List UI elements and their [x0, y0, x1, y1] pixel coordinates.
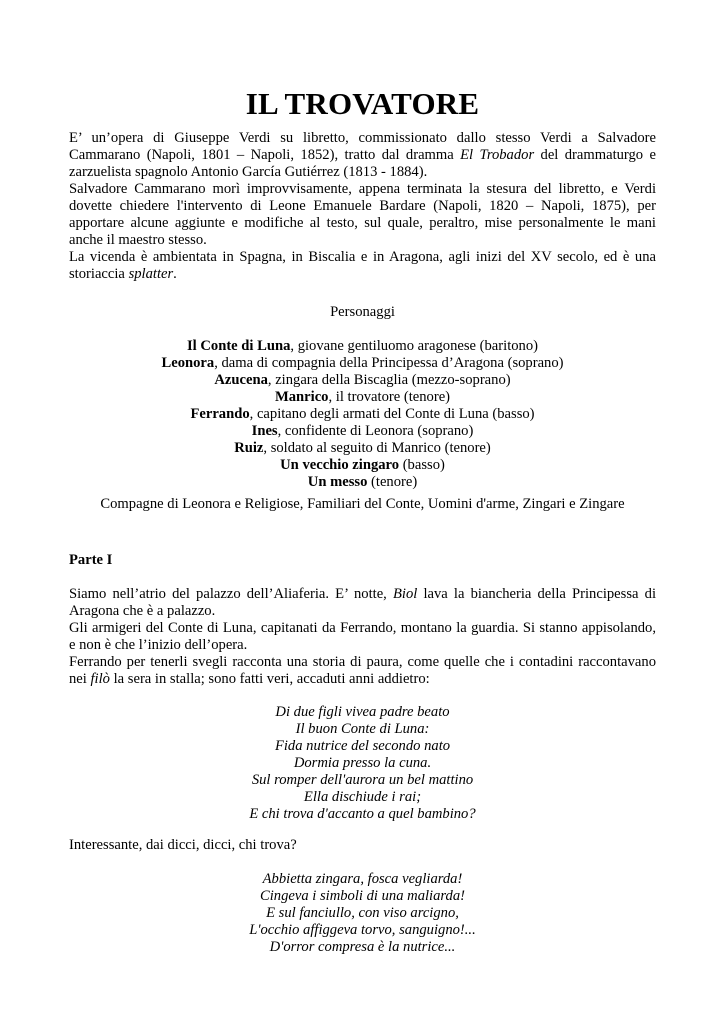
- character-description: , soldato al seguito di Manrico (tenore): [263, 440, 491, 456]
- part-heading-text: Parte I: [69, 552, 113, 568]
- verse-line: D'orror compresa è la nutrice...: [269, 939, 456, 955]
- verse-line: Dormia presso la cuna.: [293, 755, 432, 771]
- verse-line: E sul fanciullo, con viso arcigno,: [266, 905, 459, 921]
- verse-line: Ella dischiude i rai;: [303, 789, 422, 805]
- verse-line: L'occhio affiggeva torvo, sanguigno!...: [249, 922, 476, 938]
- verse-line: Il buon Conte di Luna:: [295, 721, 430, 737]
- verse-line: E chi trova d'accanto a quel bambino?: [249, 806, 476, 822]
- character-description: , confidente di Leonora (soprano): [277, 423, 474, 439]
- intro-section: [69, 130, 656, 283]
- character-name: Ruiz: [234, 440, 264, 456]
- narrative-paragraph: [69, 654, 656, 688]
- characters-heading: Personaggi: [330, 304, 395, 320]
- narrative-italic-word: filò: [90, 671, 110, 687]
- narrative-text: Ferrando per tenerli svegli racconta una storia di paura, come quelle che i contadini raccontavano nei: [69, 654, 656, 687]
- character-entry: [69, 440, 656, 457]
- narrative-text: Siamo nell’atrio del palazzo dell’Aliaferia. E’ notte,: [69, 586, 393, 602]
- intro-text: .: [173, 266, 177, 282]
- verse-line: Cingeva i simboli di una maliarda!: [260, 888, 465, 904]
- character-description: , il trovatore (tenore): [328, 389, 451, 405]
- character-entry: [69, 338, 656, 355]
- character-description: , capitano degli armati del Conte di Luna (basso): [249, 406, 535, 422]
- narrative-text: lava la biancheria della Principessa di Aragona che è a palazzo.: [69, 586, 656, 619]
- character-entry: [69, 474, 656, 491]
- character-name: Leonora: [161, 355, 215, 371]
- part1-narrative: [69, 586, 656, 688]
- intro-paragraph: Salvadore Cammarano morì improvvisamente, appena terminata la stesura del libretto, e Verdi dovette chiedere l'intervento di Leone Emanuele Bardare (Napoli, 1820 – Napoli, 1875), per apportare alcune aggiunte e modifiche al testo, sul quale, peraltro, mise personalmente le mani anche il maestro stesso.: [69, 181, 656, 248]
- character-description: , giovane gentiluomo aragonese (baritono): [290, 338, 538, 354]
- character-entry: [69, 457, 656, 474]
- intro-text: del drammaturgo e zarzuelista spagnolo Antonio García Gutiérrez (1813 - 1884).: [69, 147, 656, 180]
- narrative-text: la sera in stalla; sono fatti veri, accaduti anni addietro:: [109, 671, 430, 687]
- character-entry: [69, 389, 656, 406]
- character-description: , zingara della Biscaglia (mezzo-soprano): [267, 372, 511, 388]
- character-entry: [69, 355, 656, 372]
- character-name: Ines: [251, 423, 278, 439]
- verse-line: Fida nutrice del secondo nato: [274, 738, 451, 754]
- intro-italic-title: El Trobador: [460, 147, 535, 163]
- intro-paragraph: [69, 249, 656, 283]
- character-entry: [69, 406, 656, 423]
- character-description: (tenore): [367, 474, 418, 490]
- verse-stanza-2: [69, 871, 656, 956]
- character-name: Manrico: [274, 389, 329, 405]
- intro-text: E’ un’opera di Giuseppe Verdi su libretto, commissionato dallo stesso Verdi a Salvadore Cammarano (Napoli, 1801 – Napoli, 1852), tratto dal dramma: [69, 130, 656, 163]
- intro-paragraph: [69, 130, 656, 181]
- part-heading: [69, 552, 656, 569]
- verse-line: Abbietta zingara, fosca vegliarda!: [262, 871, 463, 887]
- document-title: IL TROVATORE: [245, 86, 480, 121]
- verse-line: Di due figli vivea padre beato: [275, 704, 450, 720]
- intro-italic-word: splatter: [128, 266, 174, 282]
- character-entry: [69, 372, 656, 389]
- character-description: (basso): [399, 457, 445, 473]
- character-entry: [69, 423, 656, 440]
- verse-stanza-1: [69, 704, 656, 823]
- interlude-line: Interessante, dai dicci, dicci, chi trova?: [69, 837, 297, 853]
- narrative-italic-word: Biol: [392, 586, 418, 602]
- characters-list: [69, 338, 656, 491]
- narrative-paragraph: [69, 586, 656, 620]
- chorus-line: Compagne di Leonora e Religiose, Familiari del Conte, Uomini d'arme, Zingari e Zingare: [100, 496, 625, 512]
- character-name: Un vecchio zingaro: [280, 457, 400, 473]
- character-name: Il Conte di Luna: [186, 338, 291, 354]
- character-description: , dama di compagnia della Principessa d’Aragona (soprano): [214, 355, 564, 371]
- character-name: Ferrando: [190, 406, 250, 422]
- character-name: Azucena: [214, 372, 268, 388]
- character-name: Un messo: [307, 474, 368, 490]
- intro-text: La vicenda è ambientata in Spagna, in Biscalia e in Aragona, agli inizi del XV secolo, ed è una storiaccia: [69, 249, 656, 282]
- narrative-paragraph: Gli armigeri del Conte di Luna, capitanati da Ferrando, montano la guardia. Si stanno appisolando, e non è che l’inizio dell’opera.: [69, 620, 656, 653]
- verse-line: Sul romper dell'aurora un bel mattino: [251, 772, 474, 788]
